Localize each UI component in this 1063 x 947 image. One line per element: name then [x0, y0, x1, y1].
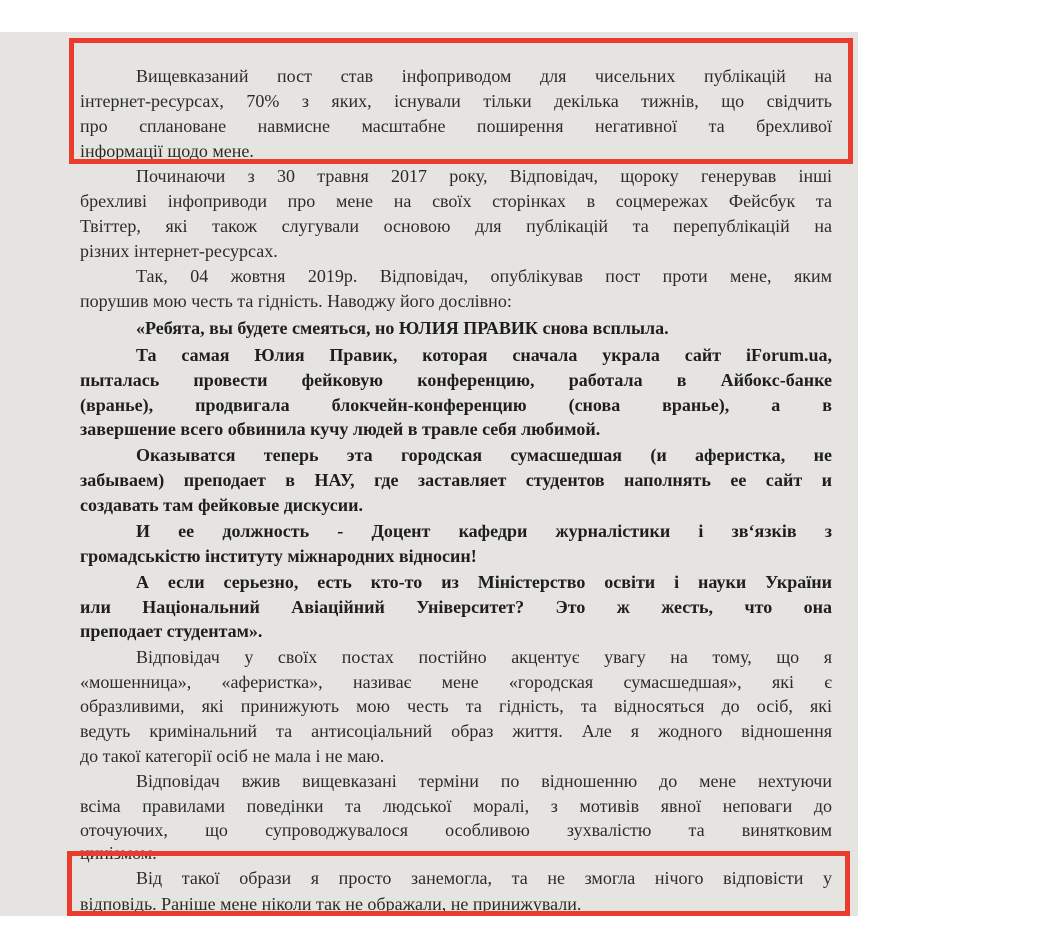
text-line: до такої категорії осіб не мала і не маю. — [80, 746, 385, 766]
text-line: Відповідач у своїх постах постійно акцентує увагу на тому, що я — [136, 647, 832, 667]
text-line: ведуть кримінальний та антисоціальний образ життя. Але я жодного відношення — [80, 721, 832, 741]
quote-line: «Ребята, вы будете смеяться, но ЮЛИЯ ПРАВИК снова всплыла. — [136, 318, 669, 338]
quote-line: И ее должность - Доцент кафедри журналістики і зв‘язків з — [136, 521, 832, 541]
text-line: інтернет-ресурсах, 70% з яких, існували тільки декілька тижнів, що свідчить — [80, 91, 832, 111]
quote-line: А если серьезно, есть кто-то из Міністерство освіти і науки України — [136, 572, 832, 592]
text-line: різних інтернет-ресурсах. — [80, 241, 278, 261]
quote-line: Оказыватся теперь эта городская сумасшедшая (и аферистка, не — [136, 445, 832, 465]
text-line: образливими, які принижують мою честь та гідність, та відносяться до осіб, які — [80, 696, 832, 716]
text-line: «мошенница», «аферистка», називає мене «городская сумасшедшая», які є — [80, 672, 832, 692]
text-line: Вищевказаний пост став інфоприводом для чисельних публікацій на — [136, 66, 832, 86]
quote-line: пыталась провести фейковую конференцию, работала в Айбокс-банке — [80, 370, 832, 390]
text-line: відповідь. Раніше мене ніколи так не ображали, не принижували. — [80, 894, 582, 914]
text-line: інформації щодо мене. — [80, 141, 254, 161]
document-photo — [0, 32, 858, 916]
text-line: Відповідач вжив вищевказані терміни по відношенню до мене нехтуючи — [136, 771, 832, 791]
quote-line: создавать там фейковые дискусии. — [80, 495, 363, 515]
quote-line: преподает студентам». — [80, 621, 263, 641]
text-line: Твіттер, які також слугували основою для публікацій та перепублікацій на — [80, 216, 832, 236]
text-line: брехливі інфоприводи про мене на своїх сторінках в соцмережах Фейсбук та — [80, 191, 832, 211]
quote-line: завершение всего обвинила кучу людей в травле себя любимой. — [80, 419, 601, 439]
text-line: Від такої образи я просто занемогла, та не змогла нічого відповісти у — [136, 868, 832, 888]
text-line: порушив мою честь та гідність. Наводжу його дослівно: — [80, 291, 512, 311]
quote-line: (вранье), продвигала блокчейн-конференцию (снова вранье), а в — [80, 395, 832, 415]
text-line: про сплановане навмисне масштабне поширення негативної та брехливої — [80, 116, 832, 136]
text-line: всіма правилами поведінки та людської моралі, з мотивів явної неповаги до — [80, 796, 832, 816]
quote-line: забываем) преподает в НАУ, где заставляет студентов наполнять ее сайт и — [80, 470, 832, 490]
quote-line: Та самая Юлия Правик, которая сначала украла сайт iForum.ua, — [136, 345, 832, 365]
text-line: оточуючих, що супроводжувалося особливою зухвалістю та винятковим — [80, 820, 832, 840]
quote-line: громадськістю інституту міжнародних відносин! — [80, 546, 477, 566]
quote-line: или Національний Авіаційний Університет? Это ж жесть, что она — [80, 597, 832, 617]
text-line: Так, 04 жовтня 2019р. Відповідач, опублікував пост проти мене, яким — [136, 266, 832, 286]
text-line: цинізмом. — [80, 843, 157, 863]
text-line: Починаючи з 30 травня 2017 року, Відповідач, щороку генерував інші — [136, 166, 832, 186]
